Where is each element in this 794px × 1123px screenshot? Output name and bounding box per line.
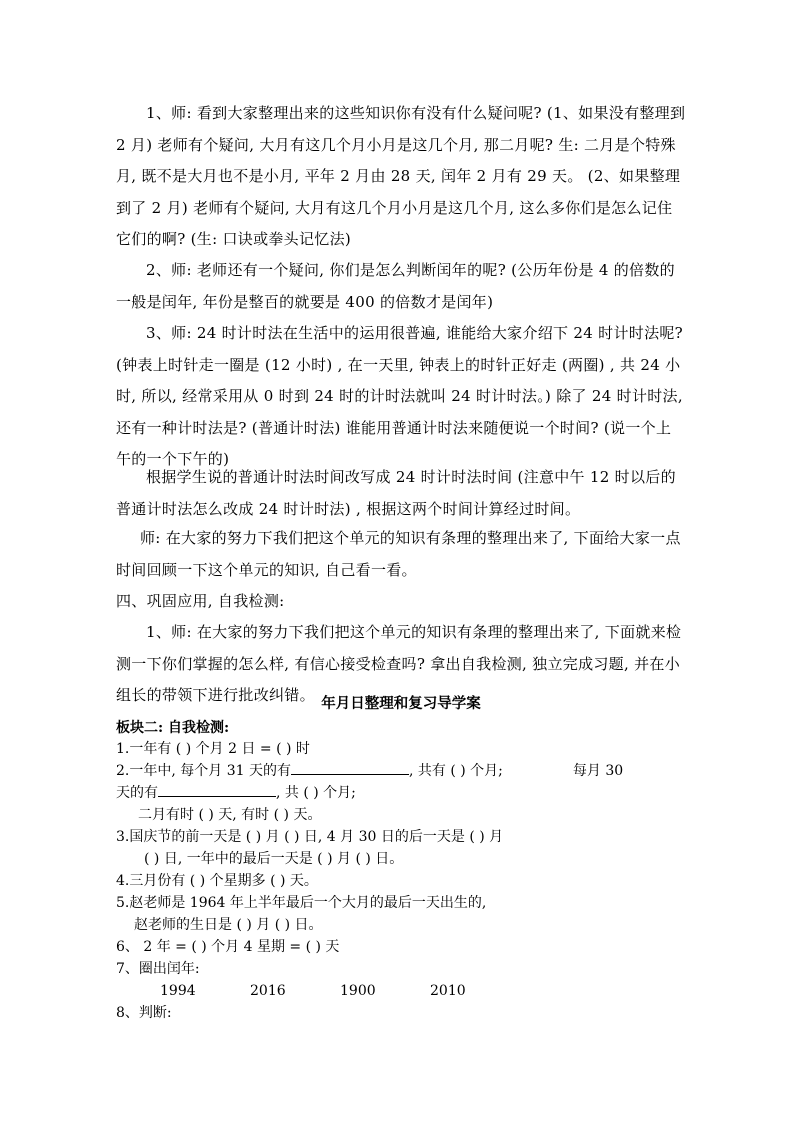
- question-5-line-2: 赵老师的生日是 ( ) 月 ( ) 日。: [134, 917, 323, 933]
- year-option: 2016: [250, 983, 286, 999]
- worksheet-section-heading: 板块二: 自我检测:: [116, 720, 230, 736]
- paragraph-2: 2、师: 老师还有一个疑问, 你们是怎么判断闰年的呢? (公历年份是 4 的倍数的一般是闰年, 年份是整百的就要是 400 的倍数才是闰年): [116, 261, 675, 311]
- question-2-text-b: , 共有 ( ) 个月;: [408, 763, 503, 779]
- year-option: 1900: [340, 983, 376, 999]
- leap-year-options: [160, 980, 760, 1002]
- paragraph-4: 根据学生说的普通计时法时间改写成 24 时计时法时间 (注意中午 12 时以后的普通计时法怎么改成 24 时计时法) , 根据这两个时间计算经过时间。: [116, 468, 676, 518]
- question-8: 8、判断:: [116, 1005, 172, 1021]
- question-2-line-3: 二月有时 ( ) 天, 有时 ( ) 天。: [138, 807, 322, 823]
- paragraph-7: 1、师: 在大家的努力下我们把这个单元的知识有条理的整理出来了, 下面就来检测一下你们掌握的怎么样, 有信心接受检查吗? 拿出自我检测, 独立完成习题, 并在小组长的带领下进行批改纠错。: [116, 623, 682, 704]
- question-2-text-c: 每月 30: [572, 763, 624, 779]
- question-2-text-a: 2.一年中, 每个月 31 天的有: [116, 763, 291, 779]
- answer-blank: [291, 760, 409, 775]
- year-option: 2010: [430, 983, 466, 999]
- question-3-line-1: 3.国庆节的前一天是 ( ) 月 ( ) 日, 4 月 30 日的后一天是 ( ) 月: [116, 829, 504, 845]
- question-4: 4.三月份有 ( ) 个星期多 ( ) 天。: [116, 873, 318, 889]
- answer-blank: [158, 782, 276, 797]
- year-option: 1994: [160, 983, 196, 999]
- worksheet-title: 年月日整理和复习导学案: [321, 695, 481, 712]
- question-2-line-1: [116, 760, 716, 782]
- section-heading-consolidate: 四、巩固应用, 自我检测:: [116, 592, 285, 610]
- question-3-line-2: ( ) 日, 一年中的最后一天是 ( ) 月 ( ) 日。: [144, 851, 404, 867]
- question-2-line-2: [116, 782, 716, 804]
- question-7: 7、圈出闰年:: [116, 961, 200, 977]
- paragraph-3: 3、师: 24 时计时法在生活中的运用很普遍, 谁能给大家介绍下 24 时计时法呢? (钟表上时针走一圈是 (12 小时) , 在一天里, 钟表上的时针正好走 (两圈) , 共 24 小时, 所以, 经常采用从 0 时到 24 时的计时法就叫 24 时计时法。) 除了 24 时计时法, 还有一种计时法是? (普通计时法) 谁能用普通计时法来随便说一个时间? (说一个上午的一个下午的): [116, 324, 684, 468]
- question-2-text-d: 天的有: [116, 785, 158, 801]
- question-1: 1.一年有 ( ) 个月 2 日 = ( ) 时: [116, 741, 310, 757]
- question-6: 6、 2 年 = ( ) 个月 4 星期 = ( ) 天: [116, 939, 340, 955]
- question-2-text-e: , 共 ( ) 个月;: [276, 785, 356, 801]
- paragraph-5: 师: 在大家的努力下我们把这个单元的知识有条理的整理出来了, 下面给大家一点时间回顾一下这个单元的知识, 自己看一看。: [116, 529, 681, 579]
- question-5-line-1: 5.赵老师是 1964 年上半年最后一个大月的最后一天出生的,: [116, 895, 487, 911]
- paragraph-1: 1、师: 看到大家整理出来的这些知识你有没有什么疑问呢? (1、如果没有整理到 2 月) 老师有个疑问, 大月有这几个月小月是这几个月, 那二月呢? 生: 二月是个特殊月, 既不是大月也不是小月, 平年 2 月由 28 天, 闰年 2 月有 29 天。 (2、如果整理到了 2 月) 老师有个疑问, 大月有这几个月小月是这几个月, 这么多你们是怎么记住它们的啊? (生: 口诀或拳头记忆法): [116, 104, 686, 248]
